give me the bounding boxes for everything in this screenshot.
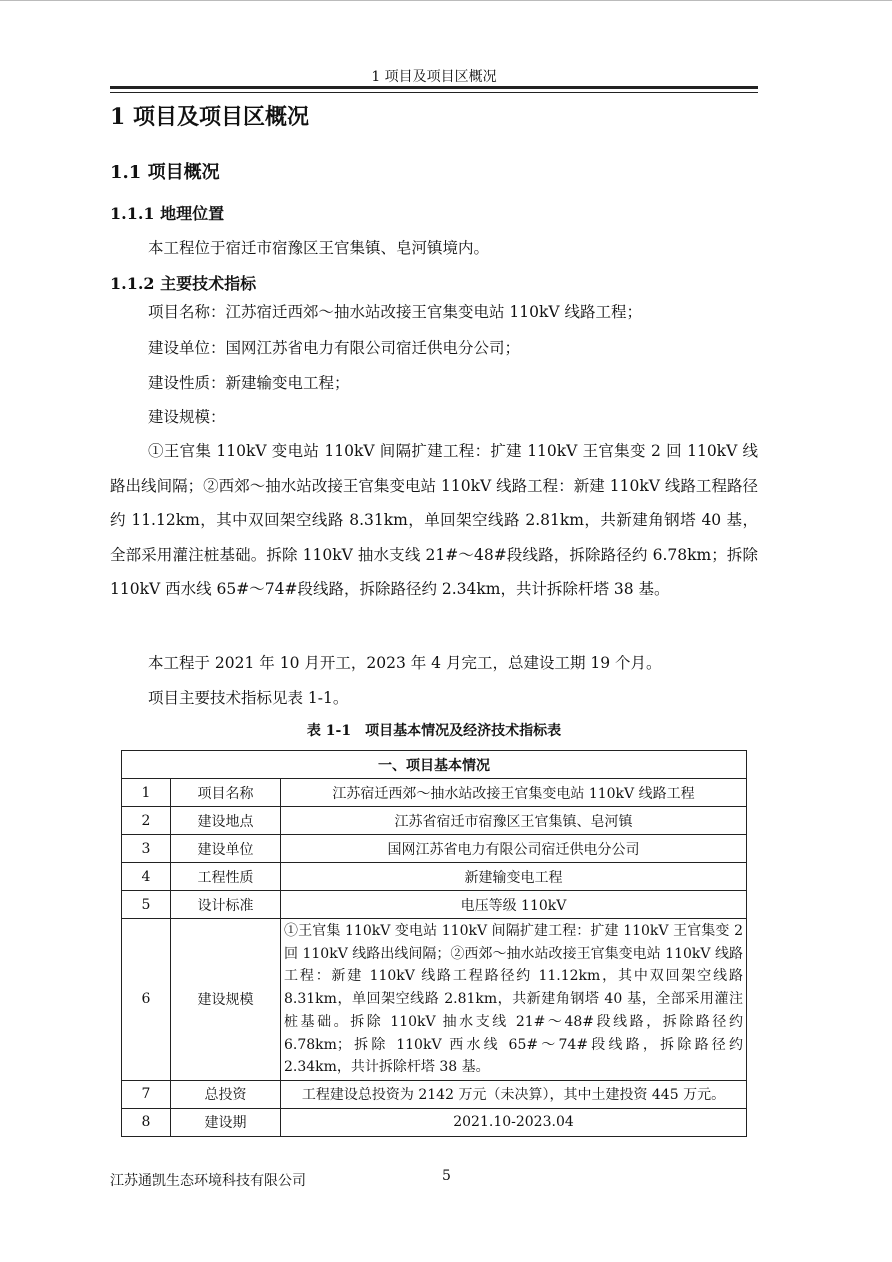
row-item: 项目名称	[171, 779, 281, 807]
info-table	[121, 750, 747, 1137]
footer-company: 江苏通凯生态环境科技有限公司	[110, 1173, 306, 1189]
project-name-text: 项目名称：江苏宿迁西郊～抽水站改接王官集变电站 110kV 线路工程；	[148, 303, 643, 321]
row-number: 3	[122, 835, 171, 863]
table-row	[122, 1080, 747, 1108]
schedule-text: 本工程于 2021 年 10 月开工，2023 年 4 月完工，总建设工期 19 个月。	[148, 654, 662, 672]
row-value: 江苏宿迁西郊～抽水站改接王官集变电站 110kV 线路工程	[281, 779, 747, 807]
row-value: 国网江苏省电力有限公司宿迁供电分公司	[281, 835, 747, 863]
section-title: 1.1 项目概况	[110, 162, 220, 183]
scale-paragraph: ①王官集 110kV 变电站 110kV 间隔扩建工程：扩建 110kV 王官集变 2 回 110kV 线路出线间隔；②西郊～抽水站改接王官集变电站 110kV 线路工程：新建 110kV 线路工程路径约 11.12km，其中双回架空线路 8.31km，单回架空线路 2.81km，共新建角钢塔 40 基，全部采用灌注桩基础。拆除 110kV 抽水支线 21#～48#段线路，拆除路径约 6.78km；拆除 110kV 西水线 65#～74#段线路，拆除路径约 2.34km，共计拆除杆塔 38 基。	[110, 442, 758, 598]
row-value: 新建输变电工程	[281, 863, 747, 891]
running-header: 1 项目及项目区概况	[371, 69, 497, 85]
subsection-tech-title: 1.1.2 主要技术指标	[110, 274, 257, 293]
subsection-location-title: 1.1.1 地理位置	[110, 204, 225, 223]
table-row	[122, 1108, 747, 1136]
builder-text: 建设单位：国网江苏省电力有限公司宿迁供电分公司；	[148, 339, 521, 357]
row-value: ①王官集 110kV 变电站 110kV 间隔扩建工程：扩建 110kV 王官集变 2 回 110kV 线路出线间隔；②西郊～抽水站改接王官集变电站 110kV 线路工程：新建 110kV 线路工程路径约 11.12km，其中双回架空线路 8.31km，单回架空线路 2.81km，共新建角钢塔 40 基，全部采用灌注桩基础。拆除 110kV 抽水支线 21#～48#段线路，拆除路径约 6.78km；拆除 110kV 西水线 65#～74#段线路，拆除路径约 2.34km，共计拆除杆塔 38 基。	[281, 919, 747, 1081]
table-caption: 表 1-1 项目基本情况及经济技术指标表	[306, 723, 562, 739]
table-row	[122, 835, 747, 863]
row-item: 设计标准	[171, 891, 281, 919]
row-item: 总投资	[171, 1080, 281, 1108]
row-item: 建设期	[171, 1108, 281, 1136]
nature-text: 建设性质：新建输变电工程；	[148, 374, 350, 392]
row-item: 建设地点	[171, 807, 281, 835]
row-number: 2	[122, 807, 171, 835]
row-item: 建设单位	[171, 835, 281, 863]
row-number: 7	[122, 1080, 171, 1108]
table-section-header: 一、项目基本情况	[122, 751, 747, 779]
row-item: 工程性质	[171, 863, 281, 891]
table-row	[122, 779, 747, 807]
row-number: 6	[122, 919, 171, 1081]
table-row	[122, 919, 747, 1081]
row-value: 江苏省宿迁市宿豫区王官集镇、皂河镇	[281, 807, 747, 835]
top-edge-line	[0, 0, 892, 1]
row-number: 1	[122, 779, 171, 807]
table-reference-text: 项目主要技术指标见表 1-1。	[148, 689, 349, 707]
scale-label: 建设规模：	[148, 408, 226, 426]
chapter-title: 1 项目及项目区概况	[110, 104, 309, 130]
table-row	[122, 891, 747, 919]
page-number: 5	[442, 1168, 451, 1184]
row-number: 8	[122, 1108, 171, 1136]
row-value: 工程建设总投资为 2142 万元（未决算），其中土建投资 445 万元。	[281, 1080, 747, 1108]
row-number: 5	[122, 891, 171, 919]
header-rule-thin	[110, 92, 758, 93]
table-row	[122, 807, 747, 835]
row-number: 4	[122, 863, 171, 891]
row-value: 电压等级 110kV	[281, 891, 747, 919]
location-text: 本工程位于宿迁市宿豫区王官集镇、皂河镇境内。	[148, 239, 490, 257]
header-rule-thick	[110, 86, 758, 89]
row-value: 2021.10-2023.04	[281, 1108, 747, 1136]
table-row	[122, 863, 747, 891]
row-item: 建设规模	[171, 919, 281, 1081]
